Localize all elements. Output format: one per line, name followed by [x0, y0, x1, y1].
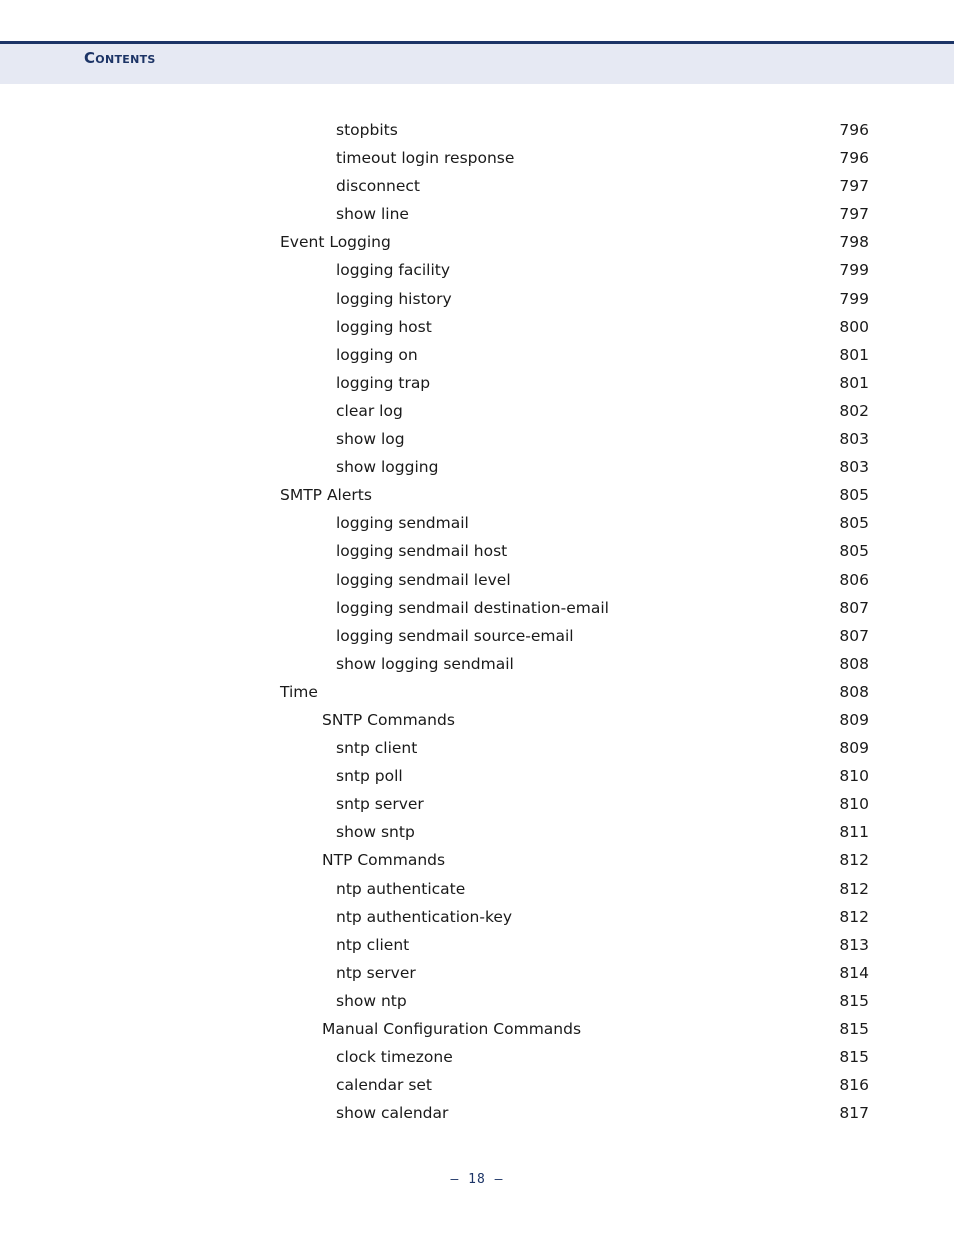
toc-entry-label[interactable]: clock timezone	[336, 1048, 453, 1067]
toc-entry-label[interactable]: logging host	[336, 317, 432, 336]
toc-entry[interactable]	[0, 172, 954, 200]
toc-entry-page[interactable]: 817	[839, 1104, 869, 1123]
toc-entry[interactable]	[0, 425, 954, 453]
toc-entry-page[interactable]: 801	[839, 345, 869, 364]
toc-entry-label[interactable]: logging facility	[336, 261, 451, 280]
toc-entry[interactable]	[0, 931, 954, 959]
toc-entry-page[interactable]: 802	[839, 401, 869, 420]
toc-entry-page[interactable]: 808	[839, 682, 869, 701]
toc-entry-label[interactable]: logging sendmail	[336, 514, 469, 533]
toc-entry[interactable]	[0, 987, 954, 1015]
toc-entry-page[interactable]: 813	[839, 935, 869, 954]
toc-entry-page[interactable]: 812	[839, 851, 869, 870]
toc-entry-label[interactable]: sntp server	[336, 795, 424, 814]
toc-entry-page[interactable]: 814	[839, 963, 869, 982]
toc-entry-label[interactable]: show log	[336, 430, 405, 449]
toc-entry-label[interactable]: SNTP Commands	[322, 710, 455, 729]
toc-entry-page[interactable]: 809	[839, 710, 869, 729]
toc-entry-label[interactable]: logging history	[336, 289, 452, 308]
toc-entry[interactable]	[0, 228, 954, 256]
toc-entry[interactable]	[0, 1071, 954, 1099]
running-header-title: Contents	[84, 49, 156, 67]
toc-entry-label[interactable]: show calendar	[336, 1104, 449, 1123]
toc-entry[interactable]	[0, 903, 954, 931]
toc-entry-label[interactable]: logging sendmail host	[336, 542, 508, 561]
toc-entry-label[interactable]: logging sendmail source-email	[336, 626, 574, 645]
toc-entry-label[interactable]: logging sendmail destination-email	[336, 598, 609, 617]
toc-entry-label[interactable]: calendar set	[336, 1076, 433, 1095]
toc-entry[interactable]	[0, 678, 954, 706]
toc-entry-label[interactable]: logging on	[336, 345, 418, 364]
toc-entry-page[interactable]: 798	[839, 233, 869, 252]
toc-entry-label[interactable]: stopbits	[336, 121, 398, 139]
toc-entry[interactable]	[0, 566, 954, 594]
toc-entry[interactable]	[0, 762, 954, 790]
toc-entry-page[interactable]: 816	[839, 1076, 869, 1095]
toc-entry-page[interactable]: 809	[839, 739, 869, 758]
toc-entry-label[interactable]: ntp client	[336, 935, 410, 954]
toc-entry[interactable]	[0, 509, 954, 537]
toc-entry[interactable]	[0, 706, 954, 734]
toc-entry-label[interactable]: ntp authentication-key	[336, 907, 513, 926]
toc-entry-label[interactable]: show logging	[336, 458, 439, 477]
toc-entry[interactable]	[0, 256, 954, 284]
toc-entry-page[interactable]: 808	[839, 654, 869, 673]
toc-entry-page[interactable]: 815	[839, 1048, 869, 1067]
toc-entry[interactable]	[0, 116, 954, 144]
toc-entry-page[interactable]: 801	[839, 373, 869, 392]
toc-entry-label[interactable]: show line	[336, 205, 409, 224]
toc-entry-label[interactable]: show logging sendmail	[336, 654, 514, 673]
toc-entry[interactable]	[0, 734, 954, 762]
toc-entry-page[interactable]: 805	[839, 486, 869, 505]
toc-entry-page[interactable]: 805	[839, 514, 869, 533]
toc-entry-page[interactable]: 810	[839, 767, 869, 786]
toc-entry[interactable]	[0, 959, 954, 987]
toc-entry[interactable]	[0, 481, 954, 509]
toc-entry-label[interactable]: logging trap	[336, 373, 431, 392]
toc-entry-label[interactable]: Time	[280, 682, 318, 701]
toc-entry-page[interactable]: 811	[839, 823, 869, 842]
toc-entry-label[interactable]: show ntp	[336, 991, 407, 1010]
toc-entry[interactable]	[0, 369, 954, 397]
toc-entry[interactable]	[0, 341, 954, 369]
toc-entry-label[interactable]: disconnect	[336, 177, 421, 196]
page-number: – 18 –	[450, 1172, 504, 1187]
toc-entry-label[interactable]: ntp server	[336, 963, 416, 982]
toc-entry-page[interactable]: 800	[839, 317, 869, 336]
toc-entry[interactable]	[0, 537, 954, 565]
toc-entry-label[interactable]: logging sendmail level	[336, 570, 511, 589]
toc-entry-page[interactable]: 799	[839, 261, 869, 280]
toc-entry[interactable]	[0, 594, 954, 622]
toc-entry-label[interactable]: show sntp	[336, 823, 415, 842]
toc-entry[interactable]	[0, 818, 954, 846]
table-of-contents	[0, 116, 954, 1127]
toc-entry-label[interactable]: clear log	[336, 401, 403, 420]
toc-entry-page[interactable]: 815	[839, 991, 869, 1010]
toc-entry-label[interactable]: sntp client	[336, 739, 418, 758]
toc-entry-page[interactable]: 803	[839, 430, 869, 449]
toc-entry-page[interactable]: 812	[839, 907, 869, 926]
toc-entry-page[interactable]: 803	[839, 458, 869, 477]
toc-entry-page[interactable]: 799	[839, 289, 869, 308]
toc-entry-label[interactable]: ntp authenticate	[336, 879, 466, 898]
toc-entry-page[interactable]: 807	[839, 626, 869, 645]
toc-entry[interactable]	[0, 453, 954, 481]
toc-entry-label[interactable]: SMTP Alerts	[280, 486, 372, 505]
toc-entry[interactable]	[0, 200, 954, 228]
toc-entry-page[interactable]: 810	[839, 795, 869, 814]
toc-entry-page[interactable]: 797	[839, 205, 869, 224]
toc-entry-label[interactable]: Manual Configuration Commands	[322, 1020, 582, 1038]
toc-entry-page[interactable]: 815	[839, 1020, 869, 1038]
toc-entry-page[interactable]: 796	[839, 149, 869, 168]
toc-entry[interactable]	[0, 650, 954, 678]
toc-entry-label[interactable]: Event Logging	[280, 233, 391, 252]
toc-entry[interactable]	[0, 846, 954, 874]
toc-entry-page[interactable]: 796	[839, 121, 869, 139]
toc-entry[interactable]	[0, 1043, 954, 1071]
toc-entry[interactable]	[0, 144, 954, 172]
toc-entry-label[interactable]: NTP Commands	[322, 851, 446, 870]
toc-entry[interactable]	[0, 875, 954, 903]
running-header	[0, 41, 954, 84]
toc-entry[interactable]	[0, 285, 954, 313]
toc-entry-page[interactable]: 797	[839, 177, 869, 196]
toc-entry-page[interactable]: 805	[839, 542, 869, 561]
toc-entry[interactable]	[0, 790, 954, 818]
toc-entry[interactable]	[0, 313, 954, 341]
toc-entry[interactable]	[0, 622, 954, 650]
toc-entry-label[interactable]: timeout login response	[336, 149, 515, 168]
toc-entry-page[interactable]: 812	[839, 879, 869, 898]
toc-entry[interactable]	[0, 1099, 954, 1127]
toc-entry-page[interactable]: 806	[839, 570, 869, 589]
toc-entry[interactable]	[0, 1015, 954, 1043]
toc-entry[interactable]	[0, 397, 954, 425]
toc-entry-page[interactable]: 807	[839, 598, 869, 617]
toc-entry-label[interactable]: sntp poll	[336, 767, 403, 786]
